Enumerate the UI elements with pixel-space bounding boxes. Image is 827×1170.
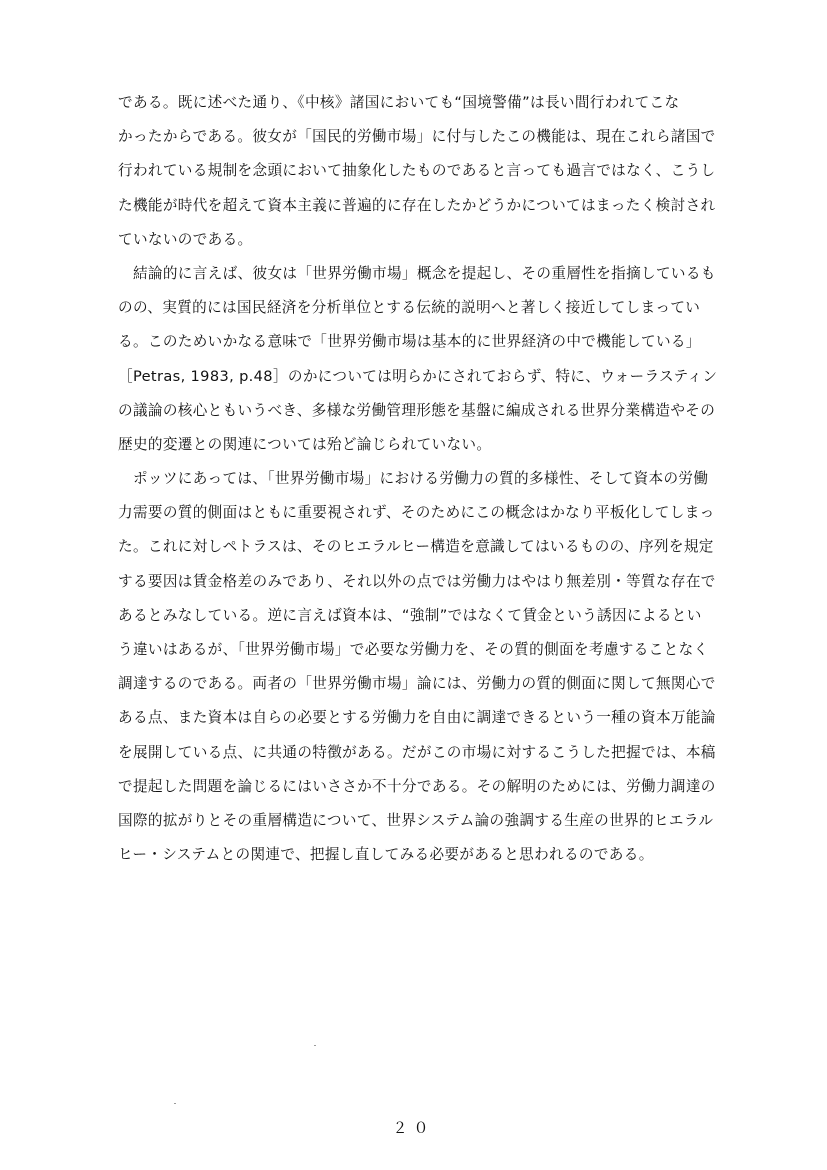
body-line: の議論の核心ともいうべき、多様な労働管理形態を基盤に編成される世界分業構造やその: [118, 401, 716, 419]
body-line: のの、実質的には国民経済を分析単位とする伝統的説明へと著しく接近してしまってい: [118, 299, 701, 317]
body-line: た機能が時代を超えて資本主義に普遍的に存在したかどうかについてはまったく検討され: [118, 196, 716, 214]
body-line: で提起した問題を論じるにはいささか不十分である。その解明のためには、労働力調達の: [118, 777, 716, 795]
body-line: る。このためいかなる意味で「世界労働市場は基本的に世界経済の中で機能している」: [118, 333, 701, 351]
body-line: 行われている規制を念頭において抽象化したものであると言っても過言ではなく、こうし: [118, 162, 716, 180]
body-line: ヒー・システムとの関連で、把握し直してみる必要があると思われるのである。: [118, 846, 654, 864]
body-text: [118, 86, 768, 872]
page-number: ２０: [392, 1119, 435, 1137]
body-line: 力需要の質的側面はともに重要視されず、そのためにこの概念はかなり平板化してしまっ: [118, 504, 715, 522]
body-line: ある点、また資本は自らの必要とする労働力を自由に調達できるという一種の資本万能論: [118, 709, 716, 727]
body-line: である。既に述べた通り、《中核》諸国においても“国境警備”は長い間行われてこな: [118, 94, 680, 111]
scan-speck: [174, 1103, 176, 1104]
body-line: 歴史的変遷との関連については殆ど論じられていない。: [118, 435, 492, 453]
body-line: 調達するのである。両者の「世界労働市場」論には、労働力の質的側面に関して無関心で: [118, 675, 716, 693]
body-line: かったからである。彼女が「国民的労働市場」に付与したこの機能は、現在これら諸国で: [118, 128, 716, 146]
body-line: する要因は賃金格差のみであり、それ以外の点では労働力はやはり無差別・等質な存在で: [118, 572, 716, 590]
body-line: 結論的に言えば、彼女は「世界労働市場」概念を提起し、その重層性を指摘しているも: [118, 264, 716, 282]
scan-speck: [314, 1045, 316, 1046]
body-line: あるとみなしている。逆に言えば資本は、“強制”ではなくて賃金という誘因によるとい: [118, 606, 702, 624]
body-line: た。これに対しペトラスは、そのヒエラルヒー構造を意識してはいるものの、序列を規定: [118, 538, 714, 556]
body-line: ていないのである。: [118, 230, 253, 248]
body-line: う違いはあるが、「世界労働市場」で必要な労働力を、その質的側面を考慮することなく: [118, 641, 709, 658]
body-line: ポッツにあっては、「世界労働市場」における労働力の質的多様性、そして資本の労働: [118, 470, 709, 488]
body-line: 国際的拡がりとその重層構造について、世界システム論の強調する生産の世界的ヒエラル: [118, 811, 714, 829]
body-line: を展開している点、に共通の特徴がある。だがこの市場に対するこうした把握では、本稿: [118, 743, 716, 761]
body-line: ［Petras, 1983, p.48］のかについては明らかにされておらず、特に、ウォーラスティン: [118, 367, 718, 385]
